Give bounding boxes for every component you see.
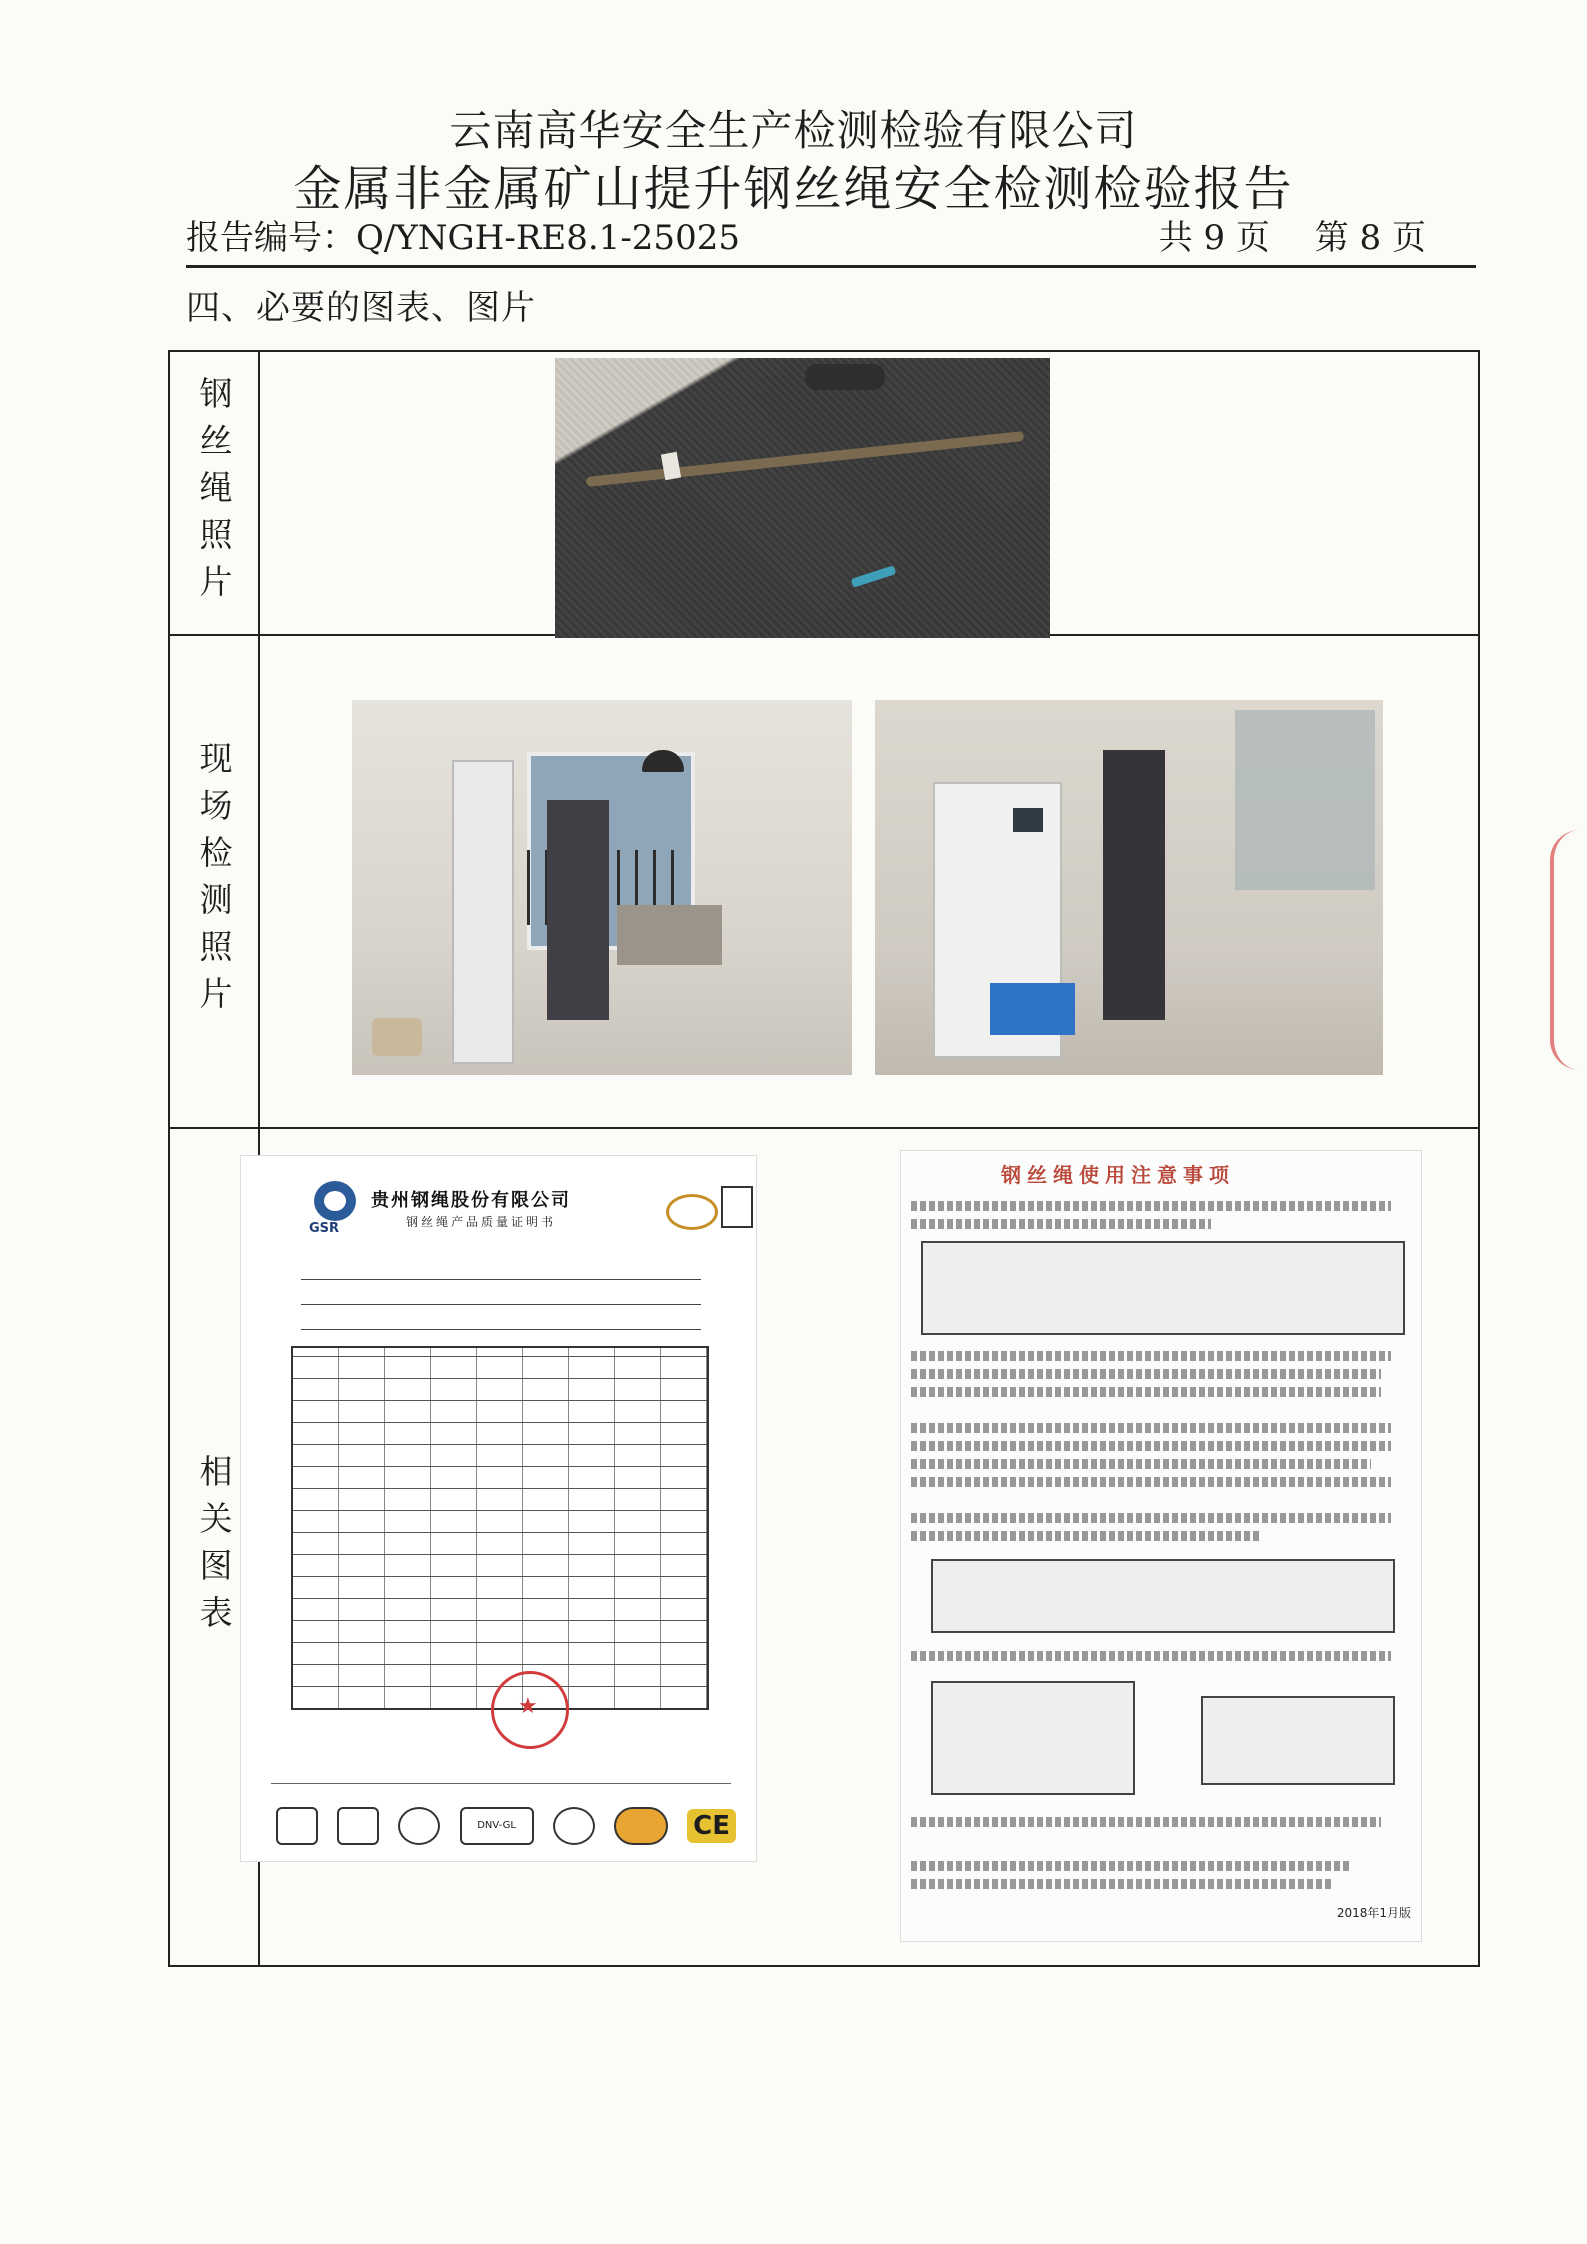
certificate-title: 钢丝绳产品质量证明书 [406,1215,557,1229]
kr-logo-icon [614,1807,668,1845]
gsr-logo [314,1181,356,1221]
section-heading: 四、必要的图表、图片 [186,288,536,328]
rope-photo [555,358,1050,638]
shoes-shape [805,364,885,390]
row-label-rope-photo [170,352,258,634]
text-line [911,1201,1391,1211]
carpet-texture [555,358,1050,638]
header-rule [186,265,1476,268]
handling-diagram [921,1241,1405,1335]
text-line [911,1817,1381,1827]
text-line [911,1369,1381,1379]
text-line [911,1477,1391,1487]
glass-partition [1235,710,1375,890]
company-seal-stamp [491,1671,569,1749]
gsr-logo-text: GSR [309,1221,340,1236]
anchor-logo-icon [276,1807,318,1845]
dnv-gl-logo-icon: DNV-GL [460,1807,534,1845]
edge-stamp-fragment [1550,830,1587,1070]
text-line [911,1219,1211,1229]
company-name: 云南高华安全生产检测检验有限公司 [449,106,1138,155]
text-line [911,1387,1381,1397]
row-label-text: 现场检测照片 [194,740,234,1023]
site-photo-test-cabinet [875,700,1383,1075]
text-line [911,1513,1391,1523]
test-record-table [291,1346,709,1710]
rope-clip-diagram [1201,1696,1395,1785]
lr-logo-icon [337,1807,379,1845]
text-line [911,1423,1391,1433]
text-line [911,1351,1391,1361]
report-number: 报告编号：Q/YNGH-RE8.1-25025 [186,218,740,258]
row-label-text: 钢丝绳照片 [194,375,234,611]
inspector-placeholder [1103,750,1165,1020]
drum-winding-diagram [931,1681,1135,1795]
text-line [911,1879,1331,1889]
desk [617,905,722,965]
emblem-logo-icon [553,1807,595,1845]
stool [372,1018,422,1056]
row-label-site-photo [170,636,258,1127]
text-line [911,1441,1391,1451]
row-divider-2 [170,1127,1478,1129]
text-line [911,1861,1351,1871]
certificate-company: 贵州钢绳股份有限公司 [371,1190,571,1211]
blue-crate [990,983,1075,1035]
report-title: 金属非金属矿山提升钢丝绳安全检测检验报告 [293,161,1294,217]
text-line [911,1531,1261,1541]
page-count: 共 9 页 第 8 页 [1158,218,1426,258]
signature-line [271,1771,731,1784]
brand-seal-icon [666,1194,718,1230]
certification-logos [276,1806,736,1846]
control-screen [1013,808,1043,832]
row-label-text: 相关图表 [194,1454,234,1642]
tensile-testing-machine [452,760,514,1064]
quality-certificate-image [240,1155,757,1862]
notes-edition: 2018年1月版 [1336,1906,1411,1920]
certificate-info-lines [301,1261,701,1336]
text-line [911,1651,1391,1661]
inspector-placeholder [547,800,609,1020]
ce-mark-icon: CE [687,1809,736,1843]
sheave-groove-diagram [931,1559,1395,1633]
quality-mark-icon [721,1186,753,1228]
usage-notes-image [900,1150,1422,1942]
text-line [911,1459,1371,1469]
notes-title: 钢丝绳使用注意事项 [1001,1163,1235,1187]
star-logo-icon [398,1807,440,1845]
site-photo-tensile-tester [352,700,852,1075]
